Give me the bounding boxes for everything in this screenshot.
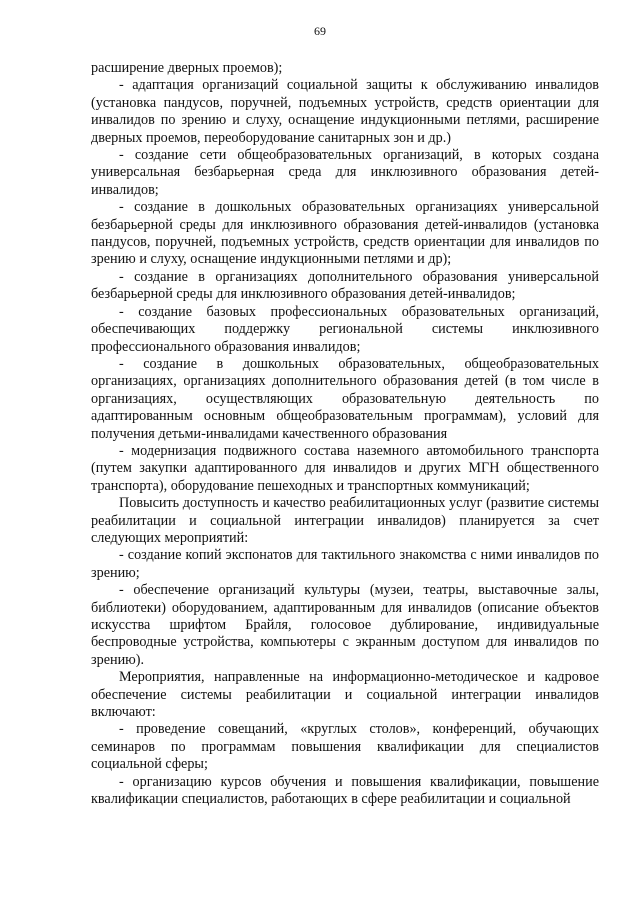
paragraph: - создание копий экспонатов для тактильного знакомства с ними инвалидов по зрению; (91, 547, 599, 581)
paragraph: расширение дверных проемов); (91, 60, 283, 76)
paragraph: - создание в дошкольных образовательных, общеобразовательных организациях, организациях дополнительного образования детей (в том числе в организациях, осуществляющих образовательную деятельность по адаптированным основным общеобразовательным программам), условий для получения детьми-инвалидами качественного образования (91, 355, 599, 442)
paragraph: - обеспечение организаций культуры (музеи, театры, выставочные залы, библиотеки) оборудованием, адаптированным для инвалидов (описание объектов искусства шрифтом Брайля, голосовое дублирование, индивидуальные беспроводные устройства, компьютеры с экранным доступом для инвалидов по зрению). (91, 582, 599, 668)
paragraph: Повысить доступность и качество реабилитационных услуг (развитие системы реабилитации и социальной интеграции инвалидов) планируется за счет следующих мероприятий: (91, 495, 599, 546)
paragraph: - создание сети общеобразовательных организаций, в которых создана универсальная безбарьерная среда для инклюзивного образования детей-инвалидов; (91, 147, 599, 198)
page-number: 69 (314, 24, 326, 38)
paragraph: - создание в дошкольных образовательных организациях универсальной безбарьерной среды для инклюзивного образования детей-инвалидов (установка пандусов, поручней, подъемных устройств, средств ориентации для инвалидов по зрению и слуху, оснащение индукционными петлями и др); (91, 199, 599, 268)
paragraph: - модернизация подвижного состава наземного автомобильного транспорта (путем закупки адаптированного для инвалидов и других МГН общественного транспорта), оборудование пешеходных и транспортных коммуникаций; (91, 442, 599, 494)
paragraph: - создание базовых профессиональных образовательных организаций, обеспечивающих поддержку региональной системы инклюзивного профессионального образования инвалидов; (91, 303, 599, 355)
paragraph: - адаптация организаций социальной защиты к обслуживанию инвалидов (установка пандусов, поручней, подъемных устройств, средств ориентации для инвалидов по зрению и слуху, оснащение индукционными петлями, расширение дверных проемов, переоборудование санитарных зон и др.) (91, 77, 599, 146)
paragraph: - организацию курсов обучения и повышения квалификации, повышение квалификации специалистов, работающих в сфере реабилитации и социальной (91, 773, 599, 808)
paragraph: - создание в организациях дополнительного образования универсальной безбарьерной среды для инклюзивного образования детей-инвалидов; (91, 268, 599, 303)
body-text (91, 60, 599, 808)
paragraph: - проведение совещаний, «круглых столов», конференций, обучающих семинаров по программам повышения квалификации для специалистов социальной сферы; (91, 721, 599, 773)
paragraph: Мероприятия, направленные на информационно-методическое и кадровое обеспечение системы реабилитации и социальной интеграции инвалидов включают: (91, 669, 599, 721)
